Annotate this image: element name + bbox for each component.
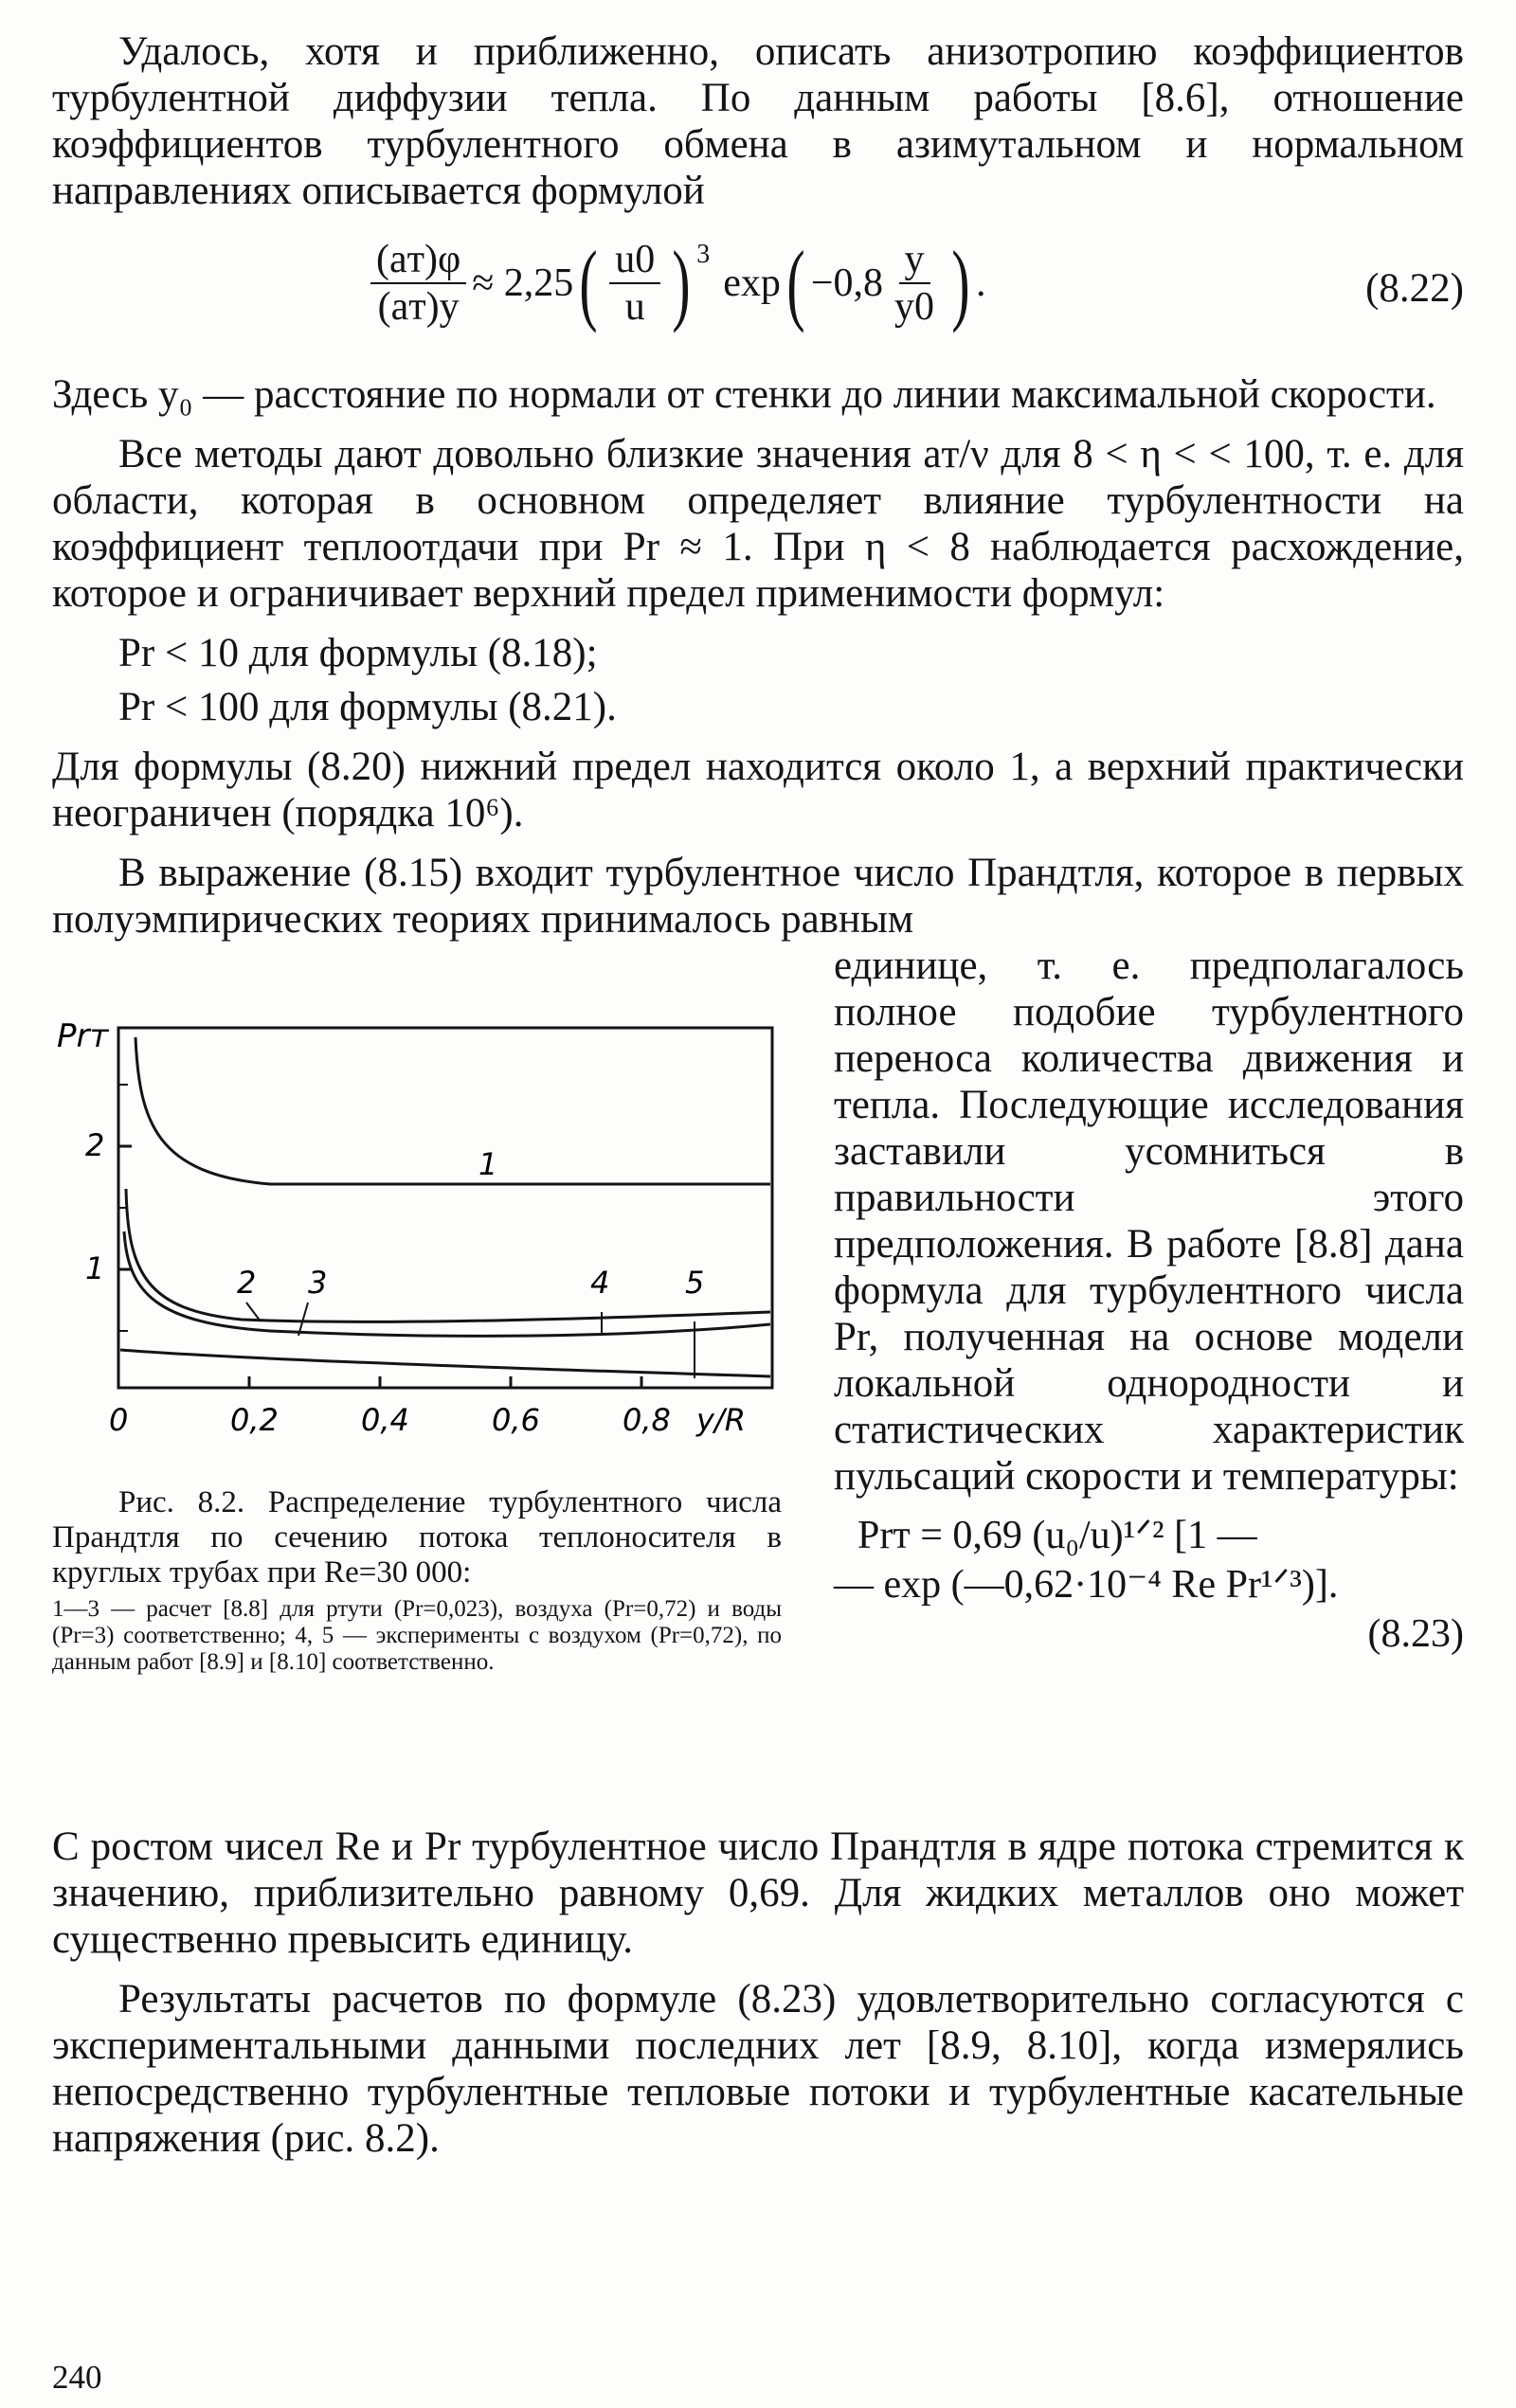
fraction-denominator: u xyxy=(624,285,645,329)
prandtl-chart xyxy=(52,1009,782,1464)
equation-number: (8.22) xyxy=(1365,266,1464,311)
fraction-numerator: y xyxy=(899,237,930,284)
x-axis-label: y/R xyxy=(696,1402,746,1438)
side-text-column xyxy=(834,943,1464,1659)
leader-3 xyxy=(298,1303,308,1336)
fraction-distance xyxy=(889,237,940,330)
page-body xyxy=(52,28,1464,2162)
figure-caption xyxy=(52,1485,782,1676)
curve-2 xyxy=(126,1189,770,1321)
fraction-velocity xyxy=(609,237,660,330)
fraction-numerator: u0 xyxy=(609,237,660,284)
figure-8-2 xyxy=(52,1009,782,1676)
fraction-numerator: (aт)φ xyxy=(370,237,466,284)
left-paren: ( xyxy=(786,232,805,333)
fraction-denominator: (aт)y xyxy=(377,285,460,329)
exp-coefficient: −0,8 xyxy=(810,261,884,305)
paragraph-y0-definition: Здесь y₀ — расстояние по нормали от стенки до линии максимальной скорости. xyxy=(52,372,1436,417)
x-tick-label: 0,6 xyxy=(492,1402,540,1438)
right-paren: ) xyxy=(951,232,970,333)
caption-legend: 1—3 — расчет [8.8] для ртути (Pr=0,023), воздуха (Pr=0,72) и воды (Pr=3) соответственно; 4, 5 — эксперименты с воздухом (Pr=0,72), по данным работ [8.9] и [8.10] соответственно. xyxy=(52,1596,782,1675)
left-paren: ( xyxy=(579,232,598,333)
paragraph-methods: Все методы дают довольно близкие значения aт/ν для 8 < η < < 100, т. е. для области, которая в основном определяет влияние турбулентности на коэффициент теплоотдачи при Pr ≈ 1. При η < 8 наблюдается расхождение, которое и ограничивает верхний предел применимости формул: xyxy=(52,432,1464,616)
fraction-a-ratio xyxy=(370,237,466,330)
paragraph-results: Результаты расчетов по формуле (8.23) удовлетворительно согласуются с экспериментальными данными последних лет [8.9, 8.10], когда измерялись непосредственно турбулентные тепловые потоки и турбулентные касательные напряжения (рис. 8.2). xyxy=(52,1977,1464,2161)
paragraph-prandtl-intro: В выражение (8.15) входит турбулентное число Прандтля, которое в первых полуэмпирических теориях принималось равным xyxy=(52,851,1464,942)
curve-base xyxy=(120,1350,770,1376)
equation-number: (8.23) xyxy=(1367,1612,1464,1656)
formula-8-23 xyxy=(834,1511,1464,1659)
condition-item: Pr < 10 для формулы (8.18); xyxy=(118,631,598,675)
y-tick-label: 2 xyxy=(85,1127,105,1163)
paragraph-re-pr-growth: С ростом чисел Re и Pr турбулентное число Прандтля в ядре потока стремится к значению, приблизительно равному 0,69. Для жидких металлов оно может существенно превысить единицу. xyxy=(52,1824,1464,1962)
exp-function: exp xyxy=(723,261,781,305)
paragraph-formula-limits: Для формулы (8.20) нижний предел находится около 1, а верхний практически неограничен (порядка 10⁶). xyxy=(52,745,1464,836)
page-number: 240 xyxy=(52,2359,102,2396)
right-paren: ) xyxy=(672,232,691,333)
plot-frame xyxy=(118,1028,772,1388)
curve-label: 4 xyxy=(590,1265,610,1301)
condition-item: Pr < 100 для формулы (8.21). xyxy=(118,685,617,729)
curve-label: 2 xyxy=(237,1265,257,1301)
curve-label: 3 xyxy=(308,1265,328,1301)
figure-wrap-area xyxy=(52,943,1464,1824)
x-tick-label: 0,8 xyxy=(623,1402,671,1438)
curve-label: 1 xyxy=(478,1146,498,1182)
formula-line: Prт = 0,69 (u₀/u)¹ᐟ² [1 — xyxy=(857,1514,1257,1557)
fraction-denominator: y0 xyxy=(894,285,935,329)
formula-line: — exp (—0,62·10⁻⁴ Re Pr¹ᐟ³)]. xyxy=(834,1563,1339,1607)
formula-8-22 xyxy=(52,220,1464,362)
y-axis-label: Prт xyxy=(57,1017,109,1055)
period: . xyxy=(976,261,986,305)
y-tick-label: 1 xyxy=(85,1250,105,1286)
condition-list xyxy=(118,630,1464,730)
x-tick-label: 0,2 xyxy=(230,1402,279,1438)
approx-coefficient: ≈ 2,25 xyxy=(472,261,574,305)
paragraph-anisotropy: Удалось, хотя и приближенно, описать анизотропию коэффициентов турбулентной диффузии тепла. По данным работы [8.6], отношение коэффициентов турбулентного обмена в азимутальном и нормальном направлениях описывается формулой xyxy=(52,29,1464,213)
x-tick-label: 0 xyxy=(109,1402,129,1438)
x-tick-label: 0,4 xyxy=(361,1402,409,1438)
formula-8-22-body: $\frac{(aт)\varphi}{(aт)y}$ ≈ 2,25 ( $\frac{u0}{u}$ ) $^3$ exp ( −0,8 $\frac{y}{y0}$ ) . xyxy=(365,237,986,330)
curve-1 xyxy=(135,1037,770,1184)
caption-title: Рис. 8.2. Распределение турбулентного числа Прандтля по сечению потока теплоносителя в круглых трубах при Re=30 000: xyxy=(52,1485,782,1590)
curve-label: 5 xyxy=(685,1265,705,1301)
paragraph-prandtl-continued: единице, т. е. предполагалось полное подобие турбулентного переноса количества движения и тепла. Последующие исследования заставили усомниться в правильности этого предположения. В работе [8.8] дана формула для турбулентного числа Pr, полученная на основе модели локальной однородности и статистических характеристик пульсаций скорости и температуры: xyxy=(834,943,1464,1499)
